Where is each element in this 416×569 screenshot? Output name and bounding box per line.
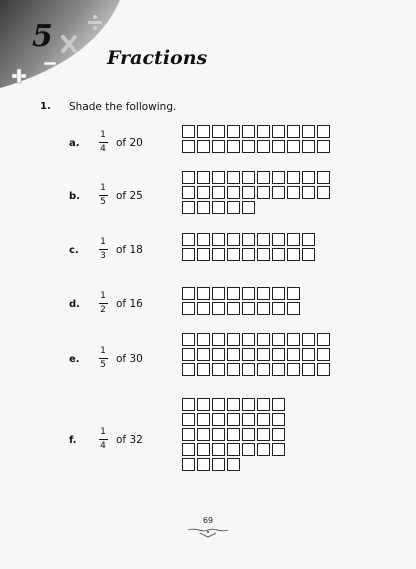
grid-cell[interactable] (272, 248, 285, 261)
grid-cell[interactable] (317, 125, 330, 138)
grid-cell[interactable] (182, 428, 195, 441)
fraction-bar (99, 303, 108, 304)
grid-cell[interactable] (182, 201, 195, 214)
grid-cell[interactable] (212, 398, 225, 411)
grid-cell[interactable] (272, 413, 285, 426)
grid-cell[interactable] (182, 186, 195, 199)
grid-cell[interactable] (197, 140, 210, 153)
grid-cell[interactable] (257, 333, 270, 346)
grid-cell[interactable] (287, 171, 300, 184)
grid-cell[interactable] (197, 443, 210, 456)
of-quantity: of 16 (116, 298, 143, 310)
grid-cell[interactable] (257, 233, 270, 246)
fraction-bar (99, 249, 108, 250)
grid-cell[interactable] (302, 125, 315, 138)
grid-cell[interactable] (212, 186, 225, 199)
grid-cell[interactable] (197, 125, 210, 138)
shading-grid (182, 171, 330, 214)
fraction-denominator: 3 (100, 251, 106, 261)
grid-cell[interactable] (227, 302, 240, 315)
grid-cell[interactable] (257, 302, 270, 315)
fraction-numerator: 1 (100, 130, 106, 140)
grid-cell[interactable] (242, 302, 255, 315)
grid-cell[interactable] (257, 428, 270, 441)
grid-cell[interactable] (272, 363, 285, 376)
grid-cell[interactable] (302, 186, 315, 199)
grid-cell[interactable] (182, 233, 195, 246)
grid-cell[interactable] (257, 398, 270, 411)
grid-cell[interactable] (272, 287, 285, 300)
fraction (97, 131, 109, 154)
shading-grid (182, 125, 330, 153)
part-label: c. (69, 245, 79, 256)
grid-cell[interactable] (197, 302, 210, 315)
fraction-bar (99, 195, 108, 196)
grid-cell[interactable] (302, 333, 315, 346)
grid-cell[interactable] (197, 458, 210, 471)
part-f (0, 425, 416, 455)
fraction-bar (99, 439, 108, 440)
fraction-numerator: 1 (100, 291, 106, 301)
grid-cell[interactable] (302, 363, 315, 376)
of-quantity: of 20 (116, 137, 143, 149)
grid-cell[interactable] (227, 125, 240, 138)
grid-cell[interactable] (227, 458, 240, 471)
grid-cell[interactable] (272, 125, 285, 138)
grid-cell[interactable] (227, 363, 240, 376)
fraction-numerator: 1 (100, 237, 106, 247)
footer-ornament-icon (186, 526, 230, 538)
part-label: b. (69, 191, 80, 202)
grid-cell[interactable] (317, 186, 330, 199)
part-label: a. (69, 138, 80, 149)
of-quantity: of 18 (116, 244, 143, 256)
grid-cell[interactable] (197, 186, 210, 199)
grid-cell[interactable] (197, 363, 210, 376)
grid-cell[interactable] (287, 186, 300, 199)
fraction-numerator: 1 (100, 427, 106, 437)
grid-cell[interactable] (287, 302, 300, 315)
grid-cell[interactable] (182, 171, 195, 184)
grid-cell[interactable] (317, 333, 330, 346)
grid-cell[interactable] (272, 171, 285, 184)
grid-cell[interactable] (212, 302, 225, 315)
grid-cell[interactable] (242, 201, 255, 214)
chapter-title: Fractions (107, 47, 208, 69)
grid-cell[interactable] (272, 302, 285, 315)
grid-cell[interactable] (287, 287, 300, 300)
grid-cell[interactable] (242, 363, 255, 376)
grid-cell[interactable] (287, 348, 300, 361)
part-label: f. (69, 435, 77, 446)
grid-cell[interactable] (242, 171, 255, 184)
grid-cell[interactable] (287, 125, 300, 138)
of-quantity: of 32 (116, 434, 143, 446)
grid-cell[interactable] (302, 348, 315, 361)
grid-cell[interactable] (182, 302, 195, 315)
part-c (0, 235, 416, 265)
grid-cell[interactable] (242, 248, 255, 261)
grid-cell[interactable] (227, 233, 240, 246)
part-e (0, 344, 416, 374)
grid-cell[interactable] (317, 140, 330, 153)
part-label: e. (69, 354, 80, 365)
grid-cell[interactable] (242, 186, 255, 199)
grid-cell[interactable] (227, 287, 240, 300)
grid-cell[interactable] (197, 413, 210, 426)
chapter-number: 5 (32, 19, 53, 54)
grid-cell[interactable] (257, 186, 270, 199)
grid-cell[interactable] (212, 348, 225, 361)
grid-cell[interactable] (227, 413, 240, 426)
grid-cell[interactable] (272, 398, 285, 411)
grid-cell[interactable] (212, 428, 225, 441)
grid-cell[interactable] (242, 287, 255, 300)
grid-cell[interactable] (227, 333, 240, 346)
grid-cell[interactable] (227, 171, 240, 184)
grid-cell[interactable] (317, 363, 330, 376)
shading-grid (182, 233, 315, 261)
grid-cell[interactable] (287, 333, 300, 346)
grid-cell[interactable] (182, 398, 195, 411)
grid-cell[interactable] (272, 348, 285, 361)
grid-cell[interactable] (242, 413, 255, 426)
grid-cell[interactable] (182, 348, 195, 361)
grid-cell[interactable] (287, 363, 300, 376)
shading-grid (182, 398, 285, 471)
grid-cell[interactable] (227, 140, 240, 153)
grid-cell[interactable] (212, 125, 225, 138)
grid-cell[interactable] (257, 125, 270, 138)
grid-cell[interactable] (212, 458, 225, 471)
grid-cell[interactable] (212, 443, 225, 456)
grid-cell[interactable] (242, 428, 255, 441)
grid-cell[interactable] (242, 125, 255, 138)
grid-cell[interactable] (197, 171, 210, 184)
fraction-denominator: 4 (100, 441, 106, 451)
part-a (0, 128, 416, 158)
grid-cell[interactable] (287, 248, 300, 261)
grid-cell[interactable] (242, 140, 255, 153)
grid-cell[interactable] (257, 413, 270, 426)
grid-cell[interactable] (242, 398, 255, 411)
grid-cell[interactable] (227, 443, 240, 456)
fraction (97, 238, 109, 261)
grid-cell[interactable] (182, 333, 195, 346)
grid-cell[interactable] (182, 413, 195, 426)
grid-cell[interactable] (212, 363, 225, 376)
fraction (97, 292, 109, 315)
fraction-numerator: 1 (100, 183, 106, 193)
grid-cell[interactable] (197, 398, 210, 411)
grid-cell[interactable] (242, 333, 255, 346)
grid-cell[interactable] (302, 233, 315, 246)
fraction-denominator: 5 (100, 197, 106, 207)
question-instruction: Shade the following. (69, 101, 177, 113)
grid-cell[interactable] (302, 248, 315, 261)
grid-cell[interactable] (212, 287, 225, 300)
grid-cell[interactable] (272, 443, 285, 456)
grid-cell[interactable] (197, 233, 210, 246)
grid-cell[interactable] (317, 348, 330, 361)
fraction-bar (99, 358, 108, 359)
grid-cell[interactable] (182, 248, 195, 261)
grid-cell[interactable] (212, 233, 225, 246)
grid-cell[interactable] (272, 140, 285, 153)
grid-cell[interactable] (272, 186, 285, 199)
fraction-denominator: 5 (100, 360, 106, 370)
fraction (97, 428, 109, 451)
grid-cell[interactable] (242, 233, 255, 246)
part-d (0, 289, 416, 319)
grid-cell[interactable] (197, 428, 210, 441)
fraction-denominator: 2 (100, 305, 106, 315)
grid-cell[interactable] (182, 125, 195, 138)
grid-cell[interactable] (302, 140, 315, 153)
grid-cell[interactable] (227, 248, 240, 261)
fraction-denominator: 4 (100, 144, 106, 154)
grid-cell[interactable] (212, 248, 225, 261)
grid-cell[interactable] (242, 443, 255, 456)
grid-cell[interactable] (212, 171, 225, 184)
grid-cell[interactable] (212, 201, 225, 214)
grid-cell[interactable] (287, 140, 300, 153)
grid-cell[interactable] (197, 348, 210, 361)
of-quantity: of 25 (116, 190, 143, 202)
shading-grid (182, 287, 300, 315)
grid-cell[interactable] (182, 287, 195, 300)
grid-cell[interactable] (257, 248, 270, 261)
part-label: d. (69, 299, 80, 310)
grid-cell[interactable] (212, 413, 225, 426)
grid-cell[interactable] (257, 348, 270, 361)
grid-cell[interactable] (212, 140, 225, 153)
of-quantity: of 30 (116, 353, 143, 365)
grid-cell[interactable] (197, 248, 210, 261)
fraction (97, 184, 109, 207)
grid-cell[interactable] (227, 186, 240, 199)
grid-cell[interactable] (182, 458, 195, 471)
grid-cell[interactable] (257, 140, 270, 153)
grid-cell[interactable] (227, 348, 240, 361)
grid-cell[interactable] (182, 363, 195, 376)
grid-cell[interactable] (227, 398, 240, 411)
grid-cell[interactable] (197, 287, 210, 300)
question-number: 1. (40, 101, 51, 112)
grid-cell[interactable] (197, 333, 210, 346)
part-b (0, 181, 416, 211)
grid-cell[interactable] (317, 171, 330, 184)
grid-cell[interactable] (227, 428, 240, 441)
grid-cell[interactable] (272, 333, 285, 346)
grid-cell[interactable] (257, 287, 270, 300)
grid-cell[interactable] (197, 201, 210, 214)
grid-cell[interactable] (257, 443, 270, 456)
fraction-numerator: 1 (100, 346, 106, 356)
grid-cell[interactable] (272, 233, 285, 246)
grid-cell[interactable] (257, 171, 270, 184)
grid-cell[interactable] (182, 443, 195, 456)
shading-grid (182, 333, 330, 376)
grid-cell[interactable] (182, 140, 195, 153)
page-number: 69 (202, 516, 214, 525)
fraction-bar (99, 142, 108, 143)
grid-cell[interactable] (287, 233, 300, 246)
grid-cell[interactable] (212, 333, 225, 346)
grid-cell[interactable] (227, 201, 240, 214)
grid-cell[interactable] (257, 363, 270, 376)
fraction (97, 347, 109, 370)
grid-cell[interactable] (302, 171, 315, 184)
grid-cell[interactable] (272, 428, 285, 441)
grid-cell[interactable] (242, 348, 255, 361)
